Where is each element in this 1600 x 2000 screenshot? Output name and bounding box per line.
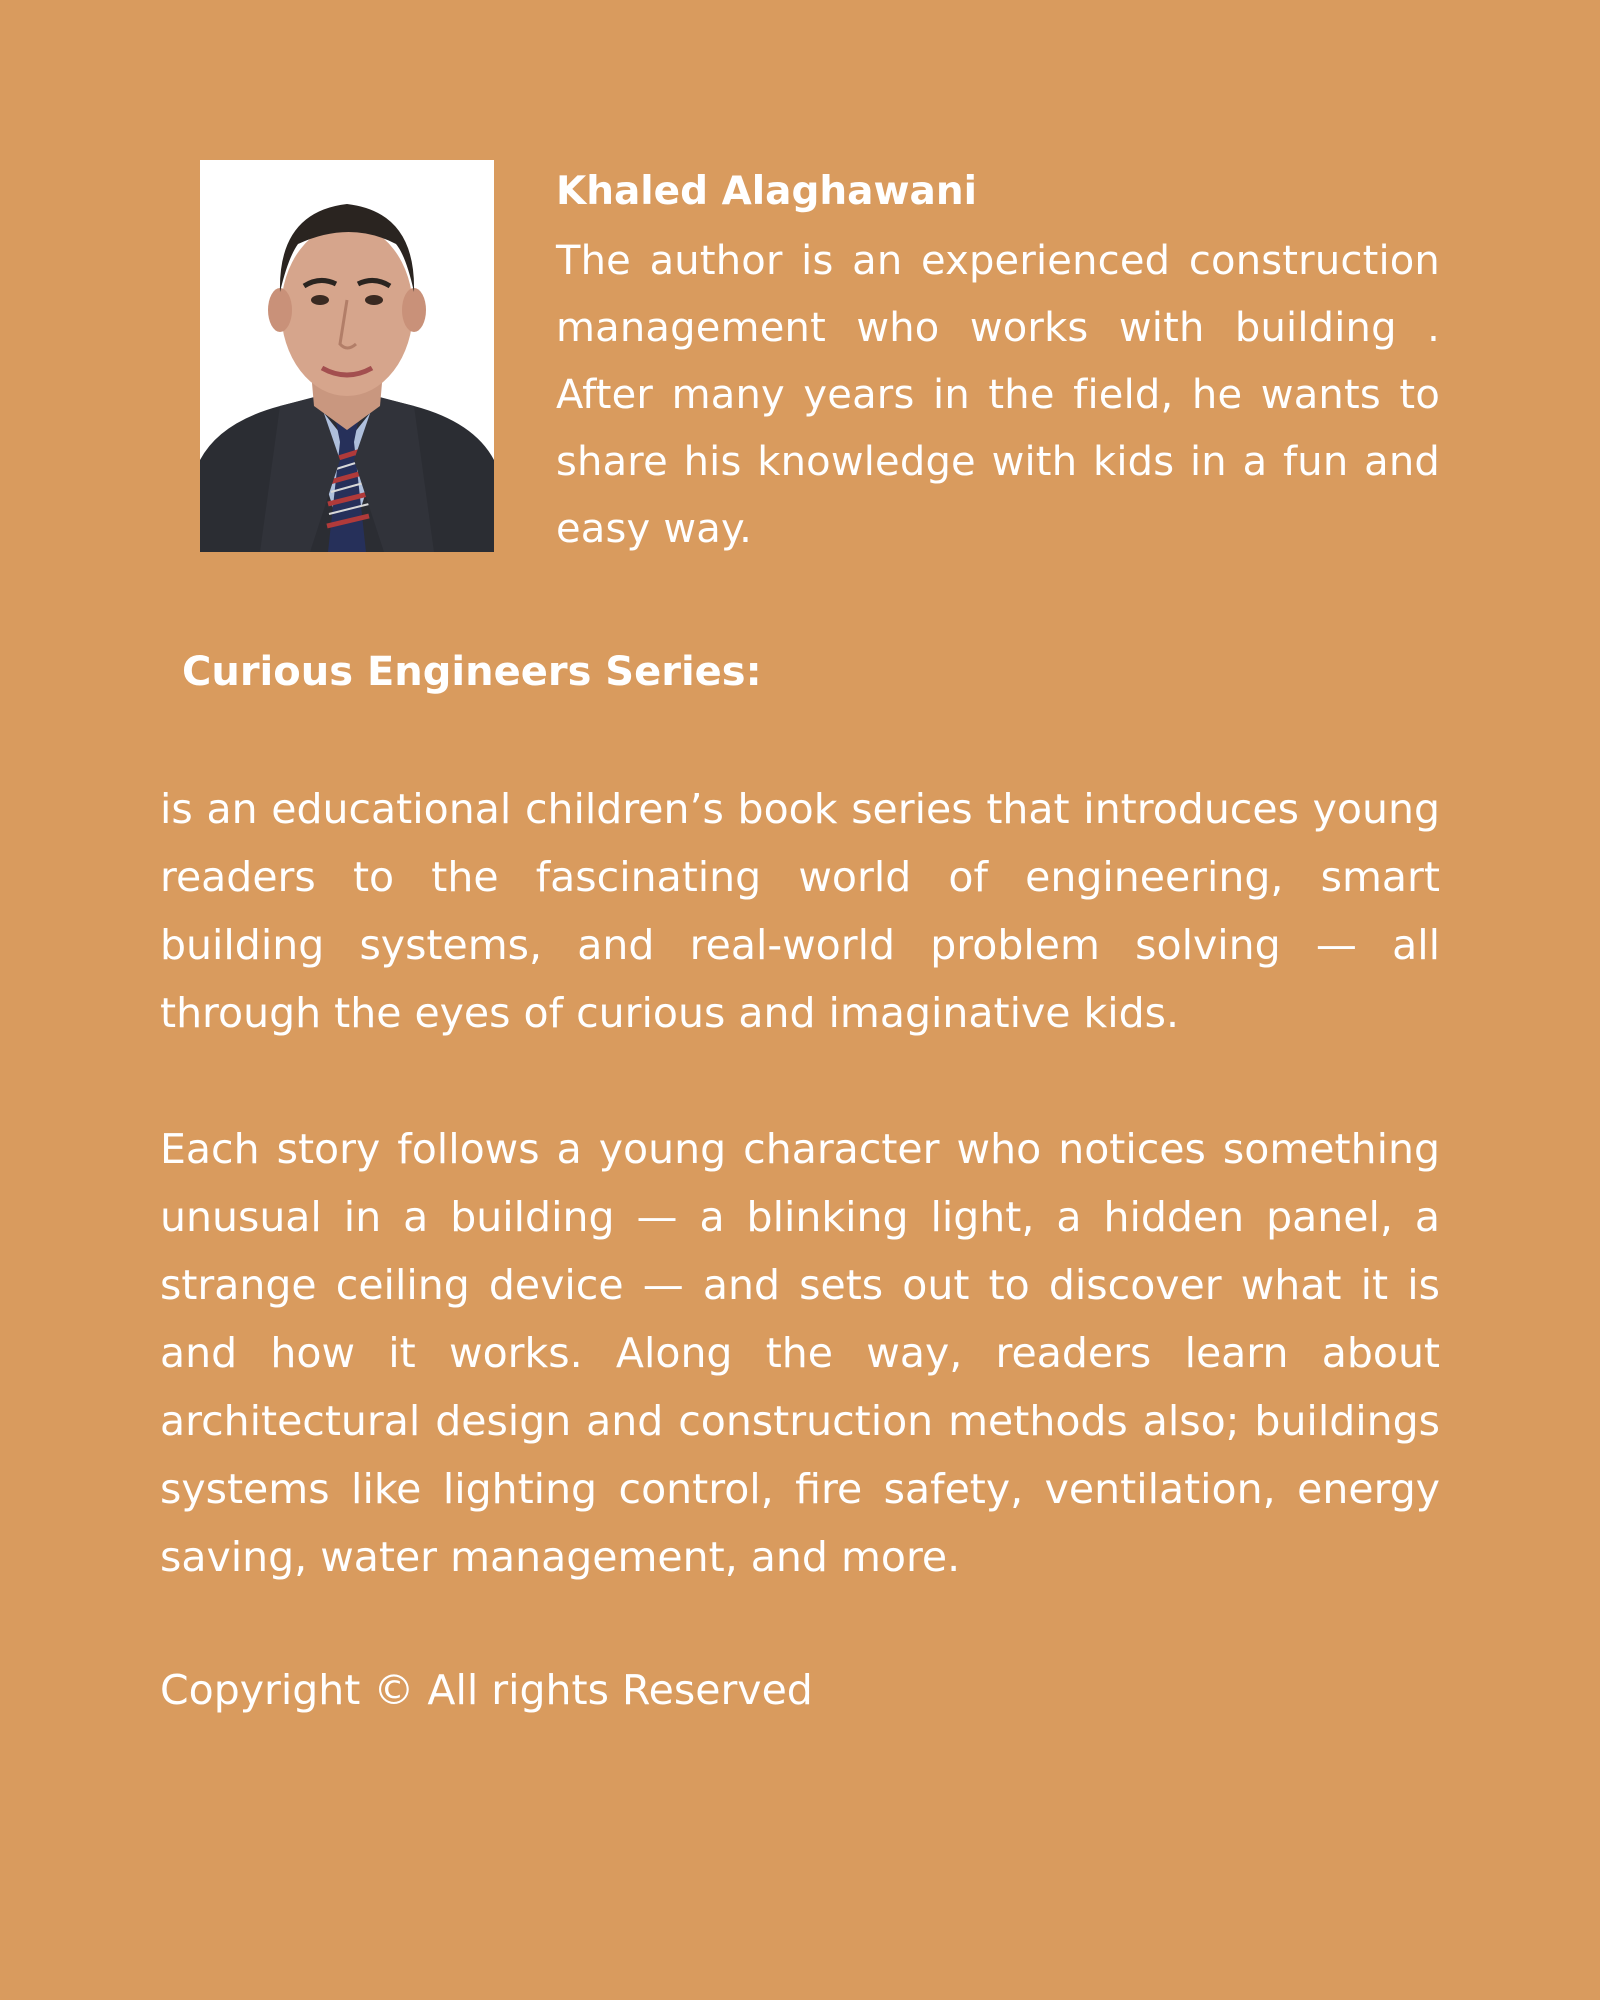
author-photo (200, 160, 494, 552)
author-name: Khaled Alaghawani (556, 169, 977, 214)
series-description-paragraph: is an educational children’s book series that introduces young readers to the fascinating world of engineering, smart building systems, and real-world problem solving — all through the eyes of curious and imaginative kids. (160, 785, 1440, 1037)
author-portrait-image (200, 160, 494, 552)
series-story-paragraph: Each story follows a young character who notices something unusual in a building — a blinking light, a hidden panel, a strange ceiling device — and sets out to discover what it is and how it works. Along the way, readers learn about architectural design and construction methods also; buildings systems like lighting control, fire safety, ventilation, energy saving, water management, and more. (160, 1125, 1440, 1581)
series-title: Curious Engineers Series: (182, 649, 762, 695)
author-bio: The author is an experienced construction management who works with building . After many years in the field, he wants to share his knowledge with kids in a fun and easy way. (556, 238, 1440, 552)
copyright-notice: Copyright © All rights Reserved (160, 1666, 813, 1714)
author-info (556, 168, 1440, 563)
